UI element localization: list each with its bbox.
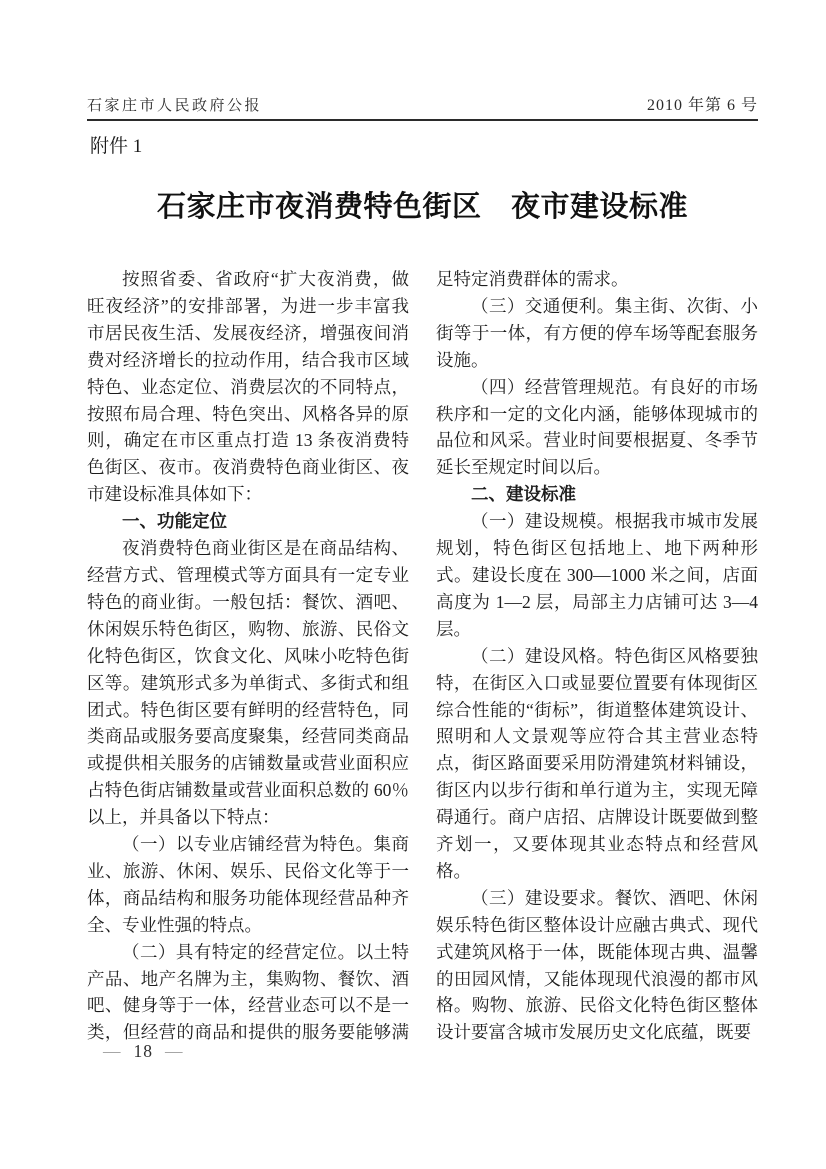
page-number-dash-left: — bbox=[103, 1041, 122, 1061]
page-header bbox=[87, 92, 758, 115]
paragraph-standard-item-2: （二）建设风格。特色街区风格要独特，在街区入口或显要位置要有体现街区综合性能的“街标”，街道整体建筑设计、照明和人文景观等应符合其主营业态特点，街区路面要采用防滑建筑材料铺设，街区内以步行街和单行道为主，实现无障碍通行。商户店招、店牌设计既要做到整齐划一，又要体现其业态特点和经营风格。 bbox=[436, 645, 758, 881]
paragraph-function-intro: 夜消费特色商业街区是在商品结构、经营方式、管理模式等方面具有一定专业特色的商业街。一般包括：餐饮、酒吧、休闲娱乐特色街区，购物、旅游、民俗文化特色街区，饮食文化、风味小吃特色街区等。建筑形式多为单街式、多街式和组团式。特色街区要有鲜明的经营特色，同类商品或服务要高度聚集，经营同类商品或提供相关服务的店铺数量或营业面积应占特色街店铺数量或营业面积总数的 60％以上，并具备以下特点： bbox=[87, 538, 409, 828]
section-heading-function: 一、功能定位 bbox=[122, 511, 227, 532]
body-columns bbox=[87, 266, 758, 1050]
paragraph-function-item-2: （二）具有特定的经营定位。以土特产品、地产名牌为主，集购物、餐饮、酒吧、健身等于一体，经营业态可以不是一类，但经营的商品和提供的服务要能够满足特定消费群体的需求。 bbox=[87, 269, 629, 1043]
header-divider bbox=[87, 119, 758, 121]
paragraph-function-item-4: （四）经营管理规范。有良好的市场秩序和一定的文化内涵，能够体现城市的品位和风采。营业时间要根据夏、冬季节延长至规定时间以后。 bbox=[436, 376, 758, 478]
page-number bbox=[103, 1041, 184, 1062]
paragraph-function-item-1: （一）以专业店铺经营为特色。集商业、旅游、休闲、娱乐、民俗文化等于一体，商品结构和服务功能体现经营品种齐全、专业性强的特点。 bbox=[87, 834, 409, 935]
page-number-dash-right: — bbox=[165, 1041, 184, 1061]
section-heading-standards: 二、建设标准 bbox=[471, 484, 576, 505]
issue-number: 2010 年第 6 号 bbox=[646, 97, 758, 114]
document-title: 石家庄市夜消费特色街区 夜市建设标准 bbox=[156, 191, 688, 223]
page-number-value: 18 bbox=[133, 1041, 153, 1061]
paragraph-standard-item-1: （一）建设规模。根据我市城市发展规划，特色街区包括地上、地下两种形式。建设长度在 300—1000 米之间，店面高度为 1—2 层，局部主力店铺可达 3—4 层。 bbox=[436, 511, 758, 639]
journal-title: 石家庄市人民政府公报 bbox=[87, 98, 263, 114]
paragraph-function-item-3: （三）交通便利。集主街、次街、小街等于一体，有方便的停车场等配套服务设施。 bbox=[436, 295, 758, 370]
paragraph-standard-item-3: （三）建设要求。餐饮、酒吧、休闲娱乐特色街区整体设计应融古典式、现代式建筑风格于一体，既能体现古典、温馨的田园风情，又能体现现代浪漫的都市风格。购物、旅游、民俗文化特色街区整体设计要富含城市发展历史文化底蕴，既要 bbox=[436, 887, 758, 1043]
paragraph-intro: 按照省委、省政府“扩大夜消费，做旺夜经济”的安排部署，为进一步丰富我市居民夜生活、发展夜经济，增强夜间消费对经济增长的拉动作用，结合我市区域特色、业态定位、消费层次的不同特点，按照布局合理、特色突出、风格各异的原则，确定在市区重点打造 13 条夜消费特色街区、夜市。夜消费特色商业街区、夜市建设标准具体如下： bbox=[87, 269, 409, 505]
attachment-label: 附件 1 bbox=[90, 136, 143, 157]
